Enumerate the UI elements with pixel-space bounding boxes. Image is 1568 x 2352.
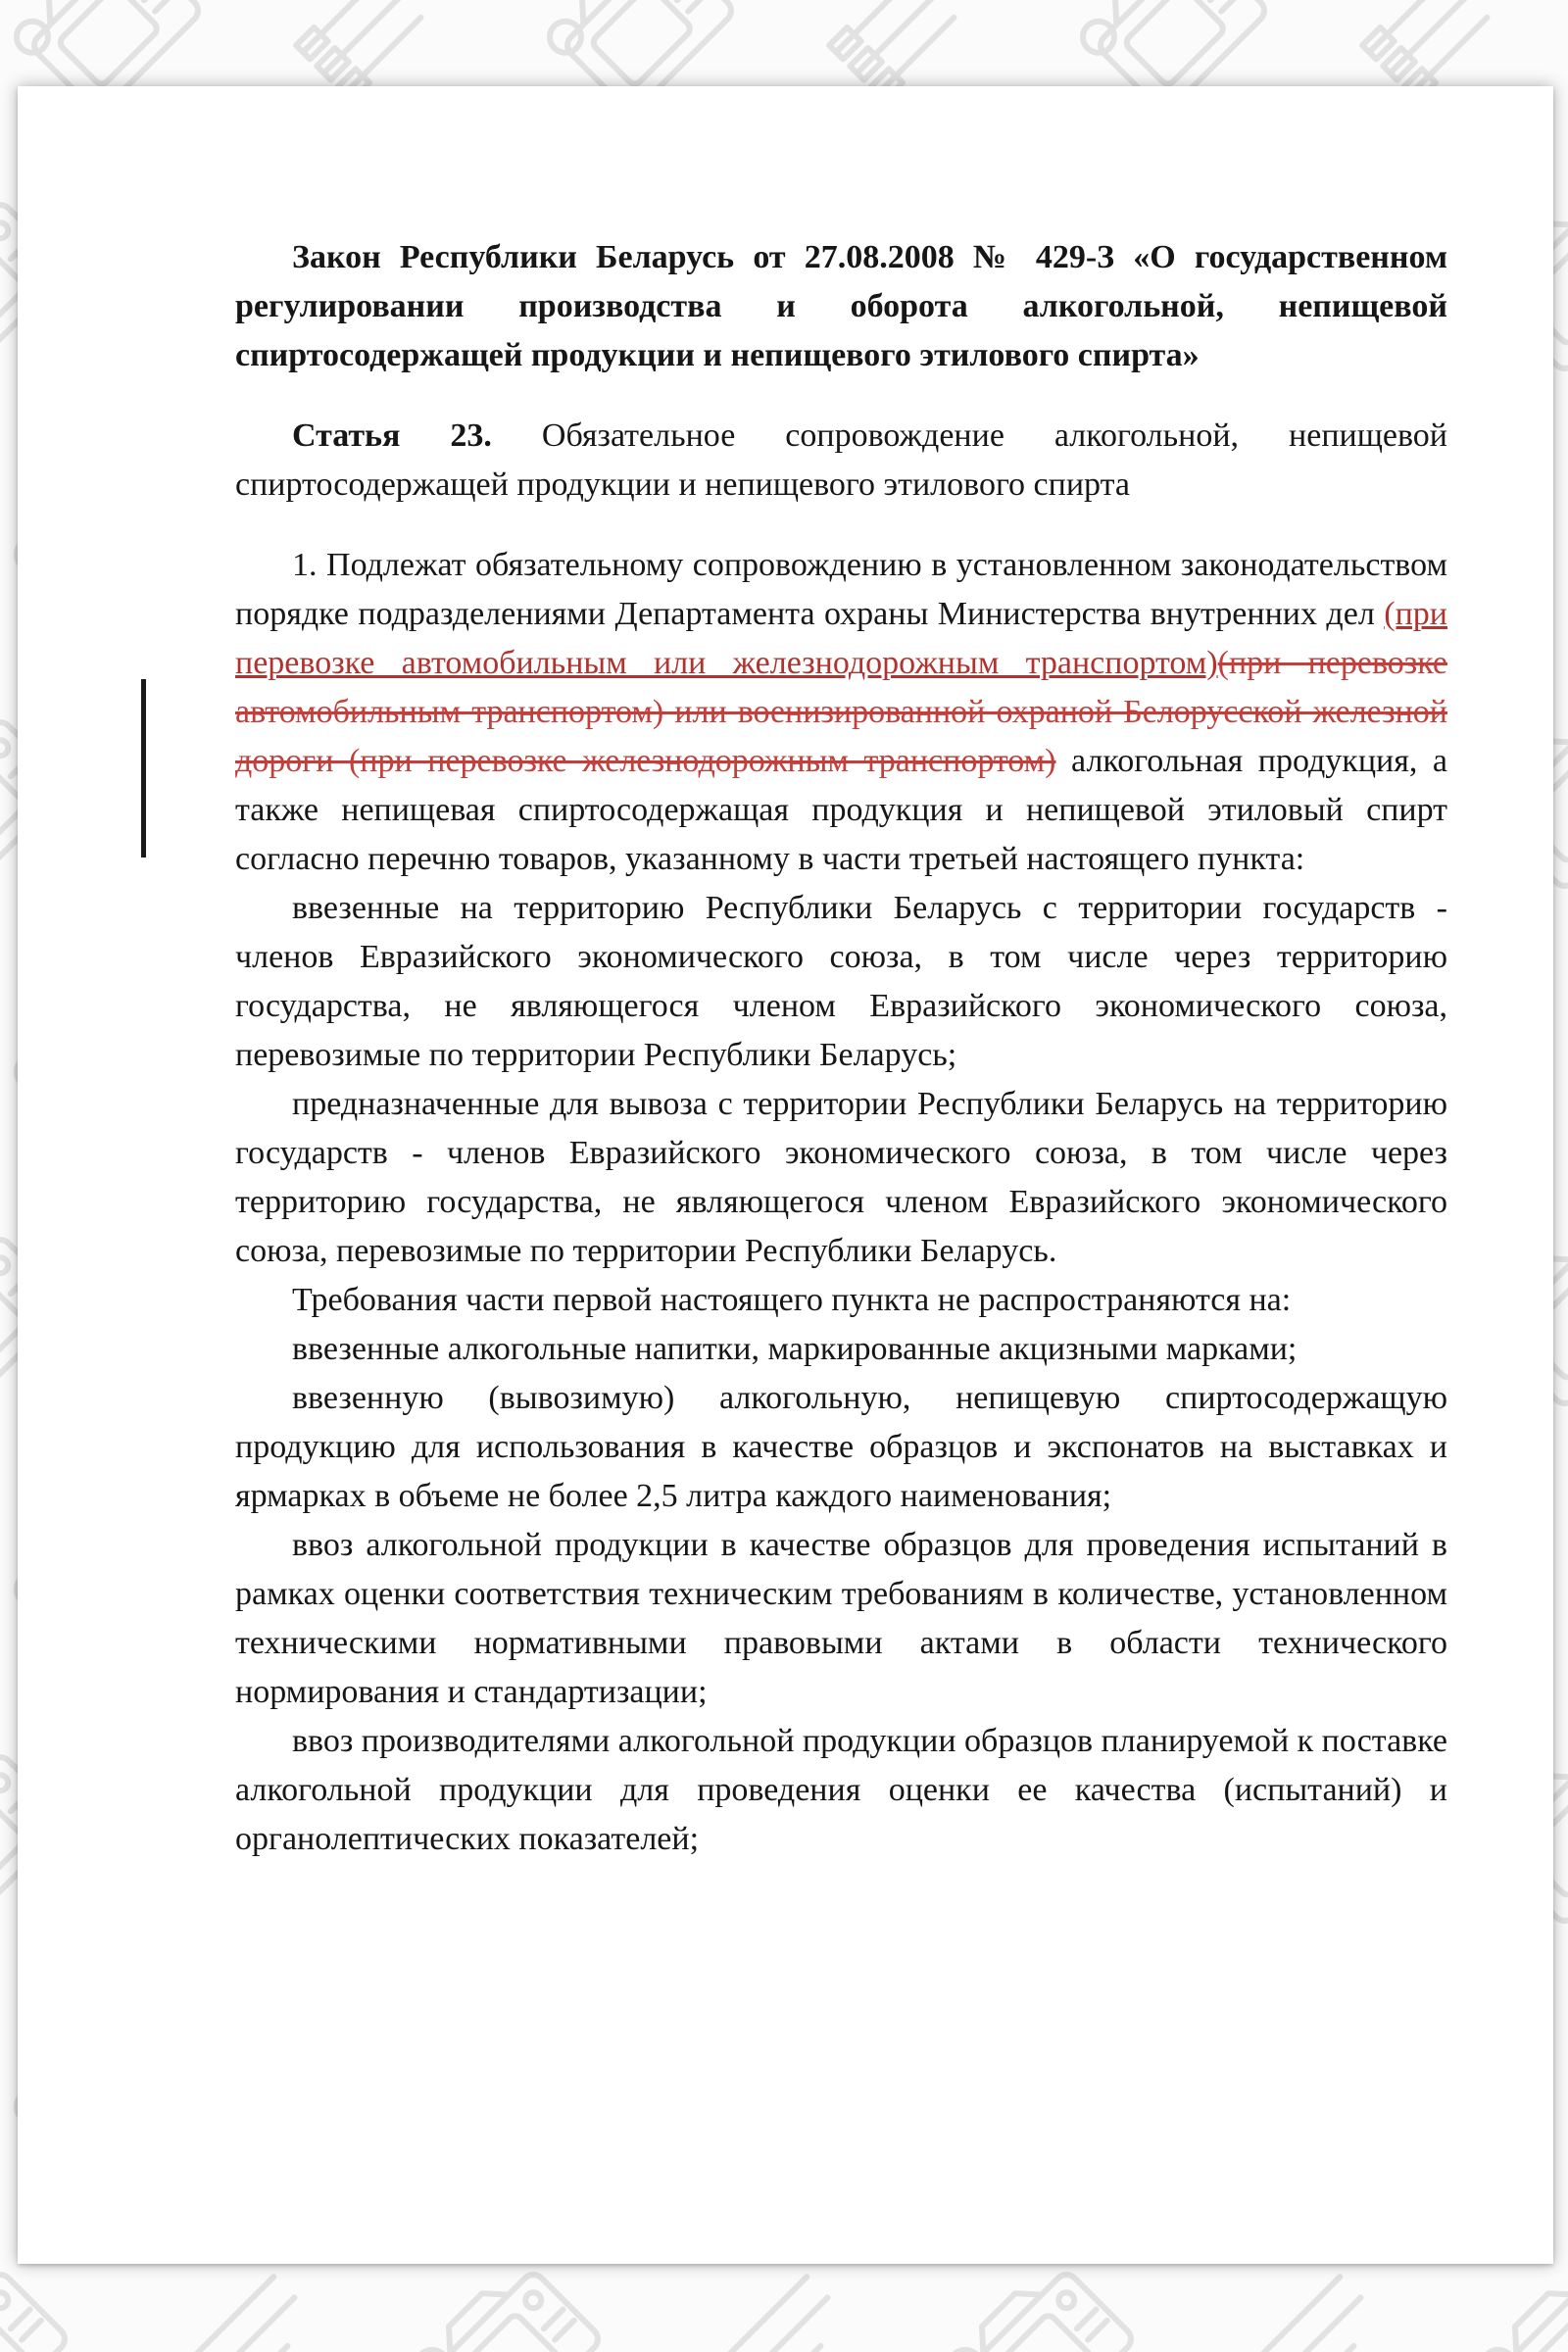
text-run-normal: алкогольная продукция, а также непищевая спиртосодержащая продукция и непищевой этиловый спирт согласно перечню товаров, указанному в части третьей настоящего пункта: (235, 743, 1447, 877)
clause-1-intro (235, 541, 1447, 884)
text-run-normal: ввезенные на территорию Республики Беларусь с территории государств - членов Евразийского экономического союза, в том числе через территорию государства, не являющегося членом Евразийского экономического союза, перевозимые по территории Республики Беларусь; (235, 890, 1447, 1073)
text-run-normal: предназначенные для вывоза с территории Республики Беларусь на территорию государств - членов Евразийского экономического союза, в том числе через территорию государства, не являющегося членом Евразийского экономического союза, перевозимые по территории Республики Беларусь. (235, 1086, 1447, 1269)
text-run-normal: 1. Подлежат обязательному сопровождению в установленном законодательством порядке подразделениями Департамента охраны Министерства внутренних дел (235, 547, 1447, 632)
text-run-normal: Обязательное сопровождение алкогольной, непищевой спиртосодержащей продукции и непищевого этилового спирта (235, 417, 1447, 503)
text-run-normal: Требования части первой настоящего пункта не распространяются на: (292, 1282, 1292, 1318)
text-run-normal: ввезенную (вывозимую) алкогольную, непищевую спиртосодержащую продукцию для использования в качестве образцов и экспонатов на выставках и ярмарках в объеме не более 2,5 литра каждого наименования; (235, 1380, 1447, 1514)
document-title (235, 233, 1447, 380)
clause-exported (235, 1080, 1447, 1276)
text-run-bold: Закон Республики Беларусь от 27.08.2008 № 429-З «О государственном регулировании производства и оборота алкогольной, непищевой спиртосодержащей продукции и непищевого этилового спирта» (235, 239, 1447, 373)
document-body (18, 86, 1553, 1864)
clause-exceptions-intro (235, 1276, 1447, 1325)
text-run-normal: ввоз производителями алкогольной продукции образцов планируемой к поставке алкогольной продукции для проведения оценки ее качества (испытаний) и органолептических показателей; (235, 1723, 1447, 1857)
clause-imported (235, 884, 1447, 1080)
document-page (18, 86, 1553, 2264)
exception-excise-marked (235, 1325, 1447, 1374)
exception-samples-exhibitions (235, 1374, 1447, 1521)
exception-conformity-testing (235, 1521, 1447, 1717)
text-run-bold: Статья 23. (292, 417, 542, 454)
text-run-normal: ввезенные алкогольные напитки, маркированные акцизными марками; (292, 1331, 1298, 1367)
text-run-inserted: (при перевозке автомобильным или железнодорожным транспортом) (235, 596, 1447, 681)
article-heading (235, 412, 1447, 510)
text-run-deleted: (при перевозке автомобильным транспортом) или военизированной охраной Белорусской железной дороги (при перевозке железнодорожным транспортом) (235, 645, 1447, 779)
exception-producer-samples (235, 1717, 1447, 1864)
text-run-normal: ввоз алкогольной продукции в качестве образцов для проведения испытаний в рамках оценки соответствия техническим требованиям в количестве, установленном техническими нормативными правовыми актами в области технического нормирования и стандартизации; (235, 1527, 1447, 1710)
